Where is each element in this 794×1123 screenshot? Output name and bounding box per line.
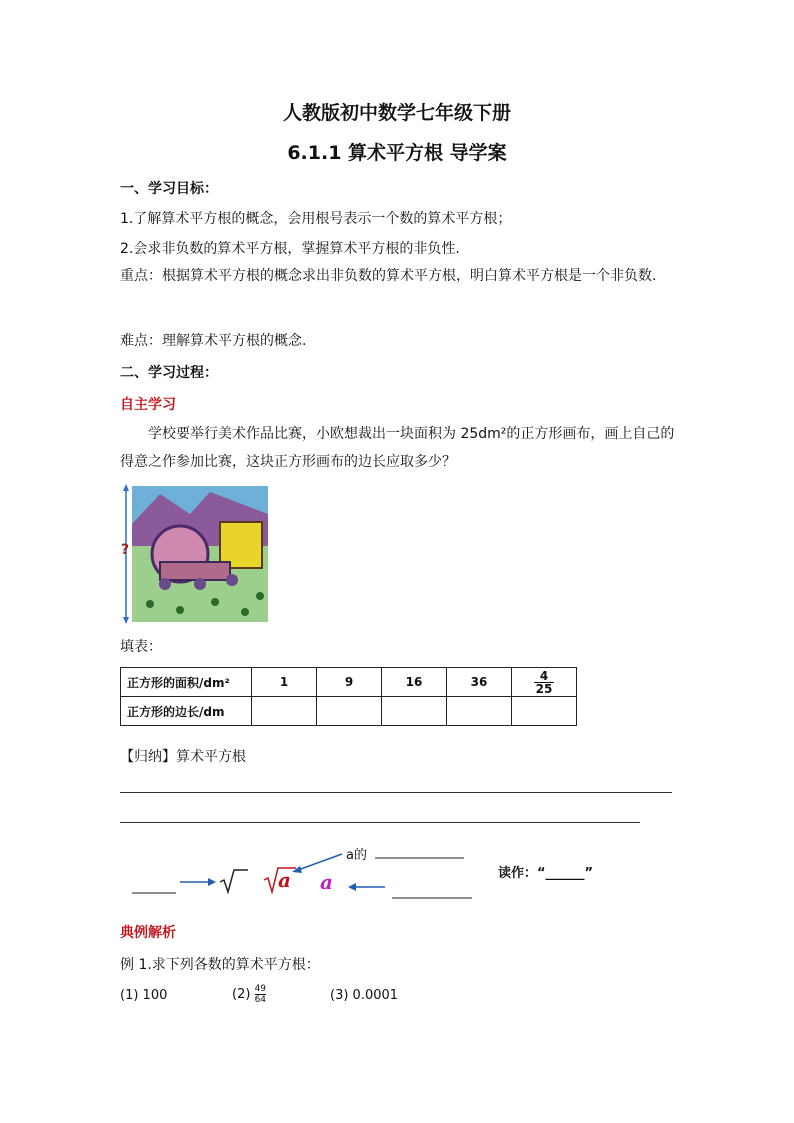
a-of-label: a的 — [346, 848, 367, 863]
table-row — [121, 697, 577, 726]
table-cell-blank[interactable] — [382, 697, 447, 726]
process-heading: 二、学习过程： — [120, 365, 218, 381]
difficulty: 难点：理解算术平方根的概念. — [120, 333, 307, 349]
table-cell-blank[interactable] — [512, 697, 577, 726]
sqrt-notation-diagram — [120, 840, 680, 910]
table-cell: 16 — [382, 668, 447, 697]
key-point: 重点：根据算术平方根的概念求出非负数的算术平方根，明白算术平方根是一个非负数. — [120, 268, 657, 284]
document-title: 人教版初中数学七年级下册 — [282, 102, 511, 124]
question-1: (1) 100 — [120, 988, 168, 1003]
table-cell-blank[interactable] — [447, 697, 512, 726]
fraction-denominator: 25 — [535, 681, 553, 696]
sqrt-a-symbol: a — [278, 868, 291, 892]
table-row-header-side: 正方形的边长/dm — [121, 697, 252, 726]
question-2 — [232, 984, 266, 1005]
example-1-prompt: 例 1.求下列各数的算术平方根： — [120, 957, 320, 973]
table-row — [121, 668, 577, 697]
table-cell: 36 — [447, 668, 512, 697]
summary-label: 【归纳】算术平方根 — [120, 749, 246, 765]
examples-heading: 典例解析 — [120, 925, 176, 941]
table-cell-fraction — [512, 668, 577, 697]
goal-item-2: 2.会求非负数的算术平方根，掌握算术平方根的非负性. — [120, 241, 460, 257]
goals-heading: 一、学习目标： — [120, 181, 218, 197]
square-table — [120, 667, 577, 726]
a-letter: a — [320, 870, 333, 894]
document-subtitle: 6.1.1 算术平方根 导学案 — [287, 142, 507, 164]
fill-table-label: 填表： — [120, 639, 162, 655]
goal-item-1: 1.了解算术平方根的概念，会用根号表示一个数的算术平方根； — [120, 211, 512, 227]
table-cell: 1 — [252, 668, 317, 697]
fraction-numerator: 49 — [254, 984, 267, 994]
table-cell-blank[interactable] — [252, 697, 317, 726]
question-2-prefix: (2) — [232, 987, 251, 1002]
fraction-numerator: 4 — [534, 670, 555, 683]
side-length-question-mark: ? — [121, 542, 130, 558]
fraction-denominator: 64 — [254, 995, 267, 1005]
table-cell: 9 — [317, 668, 382, 697]
self-study-heading: 自主学习 — [120, 397, 176, 413]
table-cell-blank[interactable] — [317, 697, 382, 726]
read-as-label: 读作：“______” — [498, 866, 594, 881]
question-3: (3) 0.0001 — [330, 988, 399, 1003]
painting-image — [120, 484, 270, 624]
table-row-header-area: 正方形的面积/dm² — [121, 668, 252, 697]
answer-line — [120, 822, 640, 823]
answer-line — [120, 792, 672, 793]
problem-text: 学校要举行美术作品比赛，小欧想裁出一块面积为 25dm²的正方形画布，画上自己的得意之作参加比赛，这块正方形画布的边长应取多少？ — [120, 426, 675, 470]
